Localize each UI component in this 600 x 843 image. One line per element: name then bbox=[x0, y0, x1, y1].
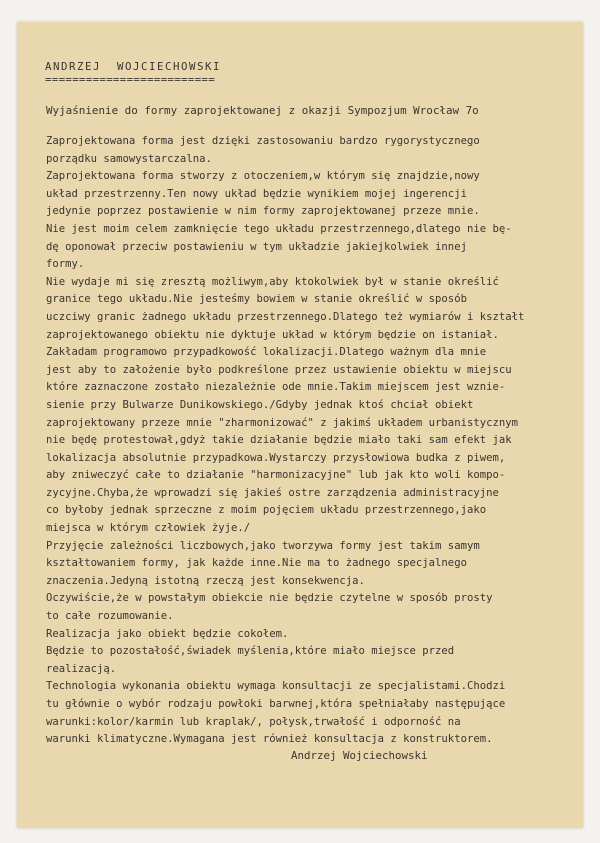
text-line: formy. bbox=[46, 258, 85, 271]
text-line: granice tego układu.Nie jesteśmy bowiem w stanie określić w sposób bbox=[46, 293, 467, 306]
text-line: układ przestrzenny.Ten nowy układ będzie wynikiem mojej ingerencji bbox=[46, 187, 467, 200]
text-line: miejsca w którym człowiek żyje./ bbox=[46, 522, 251, 535]
text-line: Nie jest moim celem zamknięcie tego układu przestrzennego,dlatego nie bę- bbox=[46, 222, 512, 235]
text-line: kształtowaniem formy, jak każde inne.Nie ma to żadnego specjalnego bbox=[46, 557, 467, 570]
text-line: sienie przy Bulwarze Dunikowskiego./Gdyby jednak ktoś chciał obiekt bbox=[46, 398, 474, 411]
header-underline: ========================= bbox=[45, 73, 216, 86]
text-line: znaczenia.Jedyną istotną rzeczą jest konsekwencja. bbox=[46, 574, 365, 587]
text-line: Nie wydaje mi się zresztą możliwym,aby ktokolwiek był w stanie określić bbox=[46, 275, 499, 288]
text-line: dę oponował przeciw postawieniu w tym układzie jakiejkolwiek innej bbox=[46, 240, 467, 253]
text-line: tu głównie o wybór rodzaju powłoki barwnej,która spełniałaby następujące bbox=[46, 698, 506, 710]
text-line: lokalizacja absolutnie przypadkowa.Wystarczy przysłowiowa budka z piwem, bbox=[46, 451, 506, 464]
text-line: Zaprojektowana forma jest dzięki zastosowaniu bardzo rygorystycznego bbox=[46, 135, 480, 147]
author-header: ANDRZEJ WOJCIECHOWSKI bbox=[45, 60, 222, 73]
text-line: które zaznaczone zostało niezależnie ode mnie.Takim miejscem jest wznie- bbox=[46, 381, 506, 394]
text-line: nie będę protestował,gdyż takie działanie będzie miało taki sam efekt jak bbox=[46, 434, 512, 447]
text-line: jedynie poprzez postawienie w nim formy zaprojektowanej przeze mnie. bbox=[46, 205, 480, 218]
text-line: aby zniweczyć całe to działanie "harmonizacyjne" lub jak kto woli kompo- bbox=[46, 469, 506, 482]
text-line: jest aby to założenie było podkreślone przez ustawienie obiektu w miejscu bbox=[46, 363, 512, 376]
text-line: to całe rozumowanie. bbox=[46, 610, 174, 623]
text-line: Będzie to pozostałość,świadek myślenia,które miało miejsce przed bbox=[46, 645, 455, 658]
text-line: Zakładam programowo przypadkowość lokalizacji.Dlatego ważnym dla mnie bbox=[46, 346, 487, 359]
text-line: Zaprojektowana forma stworzy z otoczeniem,w którym się znajdzie,nowy bbox=[46, 170, 480, 183]
text-line: Realizacja jako obiekt będzie cokołem. bbox=[46, 627, 289, 640]
document-title: Wyjaśnienie do formy zaprojektowanej z okazji Sympozjum Wrocław 7o bbox=[46, 104, 479, 117]
text-line: uczciwy granic żadnego układu przestrzennego.Dlatego też wymiarów i kształt bbox=[46, 310, 525, 323]
text-line: realizacją. bbox=[46, 662, 117, 675]
signature: Andrzej Wojciechowski bbox=[291, 749, 428, 762]
text-line: Technologia wykonania obiektu wymaga konsultacji ze specjalistami.Chodzi bbox=[46, 680, 506, 693]
body-text bbox=[46, 133, 524, 749]
text-line: warunki:kolor/karmin lub kraplak/, połysk,trwałość i odporność na bbox=[46, 715, 461, 728]
text-line: co byłoby jednak sprzeczne z moim pojęciem układu przestrzennego,jako bbox=[46, 504, 487, 517]
text-line: warunki klimatyczne.Wymagana jest również konsultacja z konstruktorem. bbox=[46, 733, 493, 746]
text-line: Oczywiście,że w powstałym obiekcie nie będzie czytelne w sposób prosty bbox=[46, 592, 493, 605]
text-line: zaprojektowany przeze mnie "zharmonizować" z jakimś układem urbanistycznym bbox=[46, 416, 518, 429]
text-line: zycyjne.Chyba,że wprowadzi się jakieś ostre zarządzenia administracyjne bbox=[46, 486, 499, 499]
text-line: zaprojektowanego obiektu nie dyktuje układ w którym będzie on istaniał. bbox=[46, 328, 499, 341]
text-line: Przyjęcie zależności liczbowych,jako tworzywa formy jest takim samym bbox=[46, 539, 480, 552]
text-line: porządku samowystarczalna. bbox=[46, 152, 212, 165]
typewritten-page bbox=[17, 22, 583, 828]
